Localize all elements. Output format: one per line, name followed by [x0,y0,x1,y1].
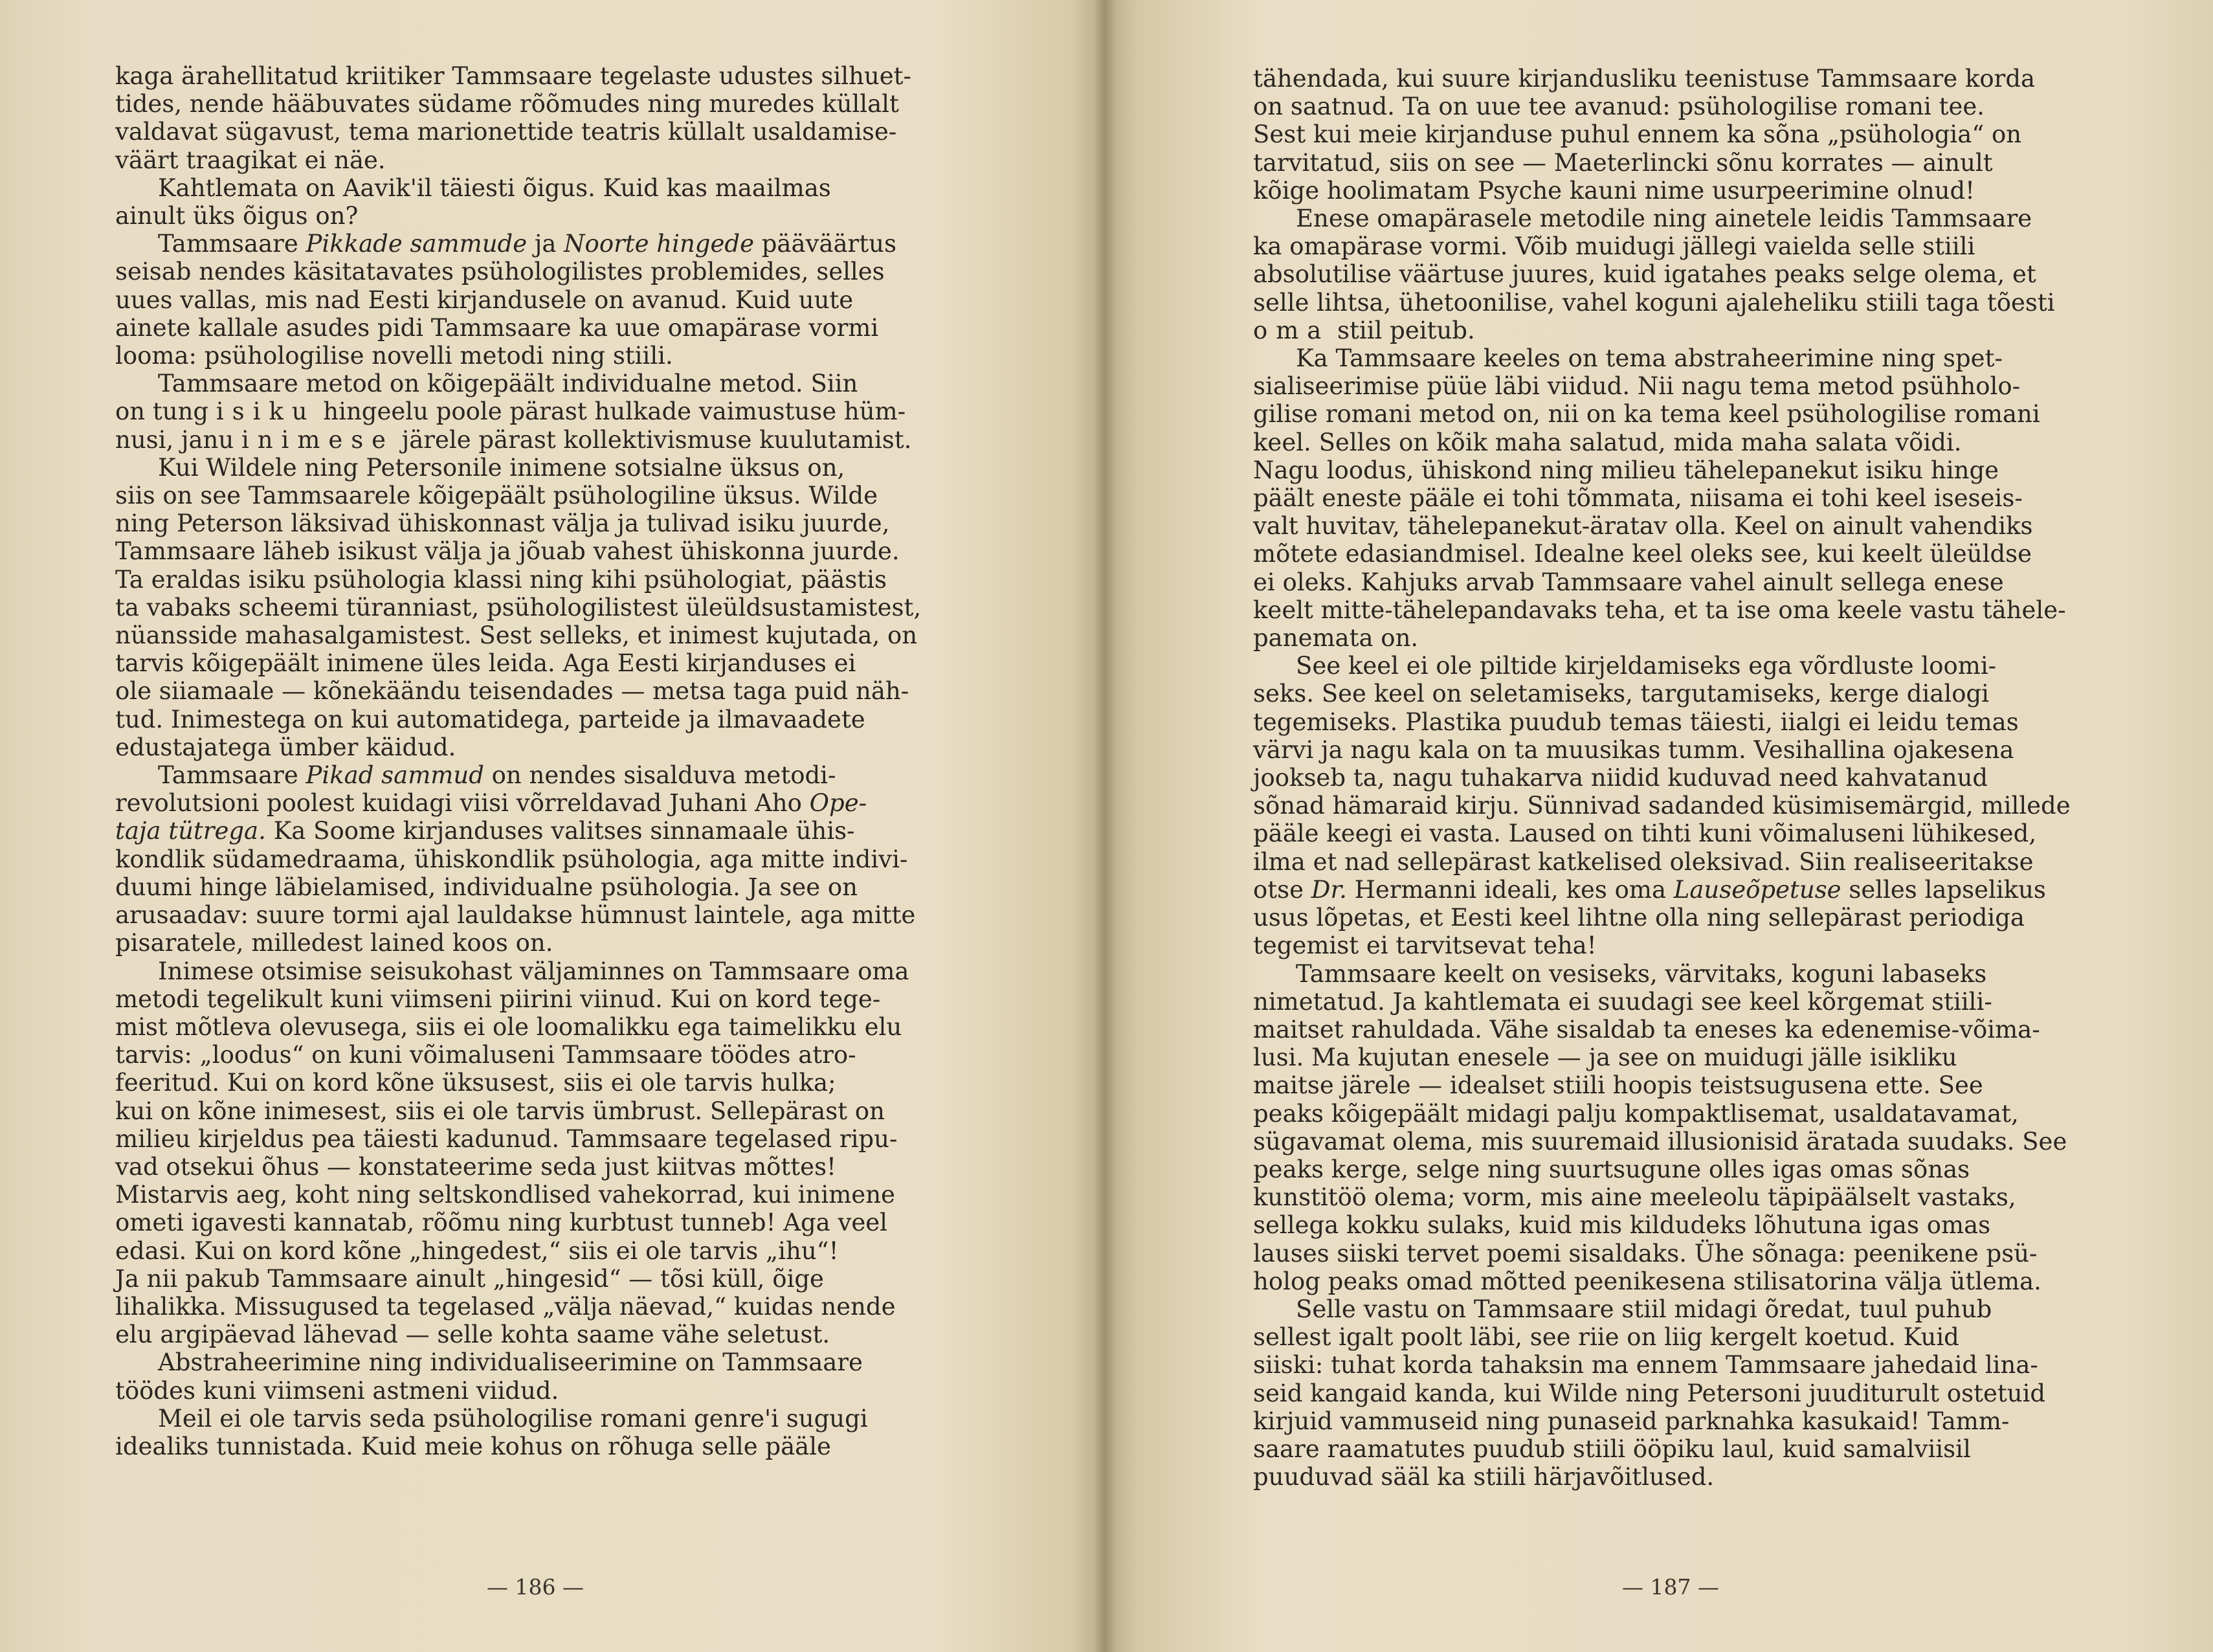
line: keel. Selles on kõik maha salatud, mida maha salata võidi. [1253,428,1962,456]
page-number: — 187 — [1622,1574,1719,1600]
line: Inimese otsimise seisukohast väljaminnes on Tammsaare oma [158,957,909,985]
inline-text: pääväärtus [761,230,896,258]
right-page-text [1253,65,2098,1491]
inline-text: stiil peitub. [1337,316,1475,344]
line: väärt traagikat ei näe. [115,146,386,174]
line: kui on kõne inimesest, siis ei ole tarvis ümbrust. Sellepärast on [115,1097,885,1125]
line: mõtete edasiandmisel. Idealne keel oleks see, kui keelt üleüldse [1253,540,2032,568]
spaced-word: isiku [216,397,316,426]
book-gutter [1094,0,1116,1652]
line: selle lihtsa, ühetoonilise, vahel koguni ajaleheliku stiili taga tõesti [1253,288,2055,317]
line: keelt mitte-tähelepandavaks teha, et ta ise oma keele vastu tähele- [1253,596,2066,624]
inline-text: on nendes sisalduva metodi- [491,761,836,790]
line: edustajatega ümber käidud. [115,733,456,761]
line: lihalikka. Missugused ta tegelased „välja näevad,“ kuidas nende [115,1292,896,1321]
inline-text: Tammsaare [158,761,298,790]
line: päält eneste pääle ei tohi tõmmata, niisama ei tohi keel iseseis- [1253,484,2023,513]
line [115,789,964,817]
line: sellega kokku sulaks, kuid mis kildudeks lõhutuna igas omas [1253,1211,1991,1240]
italic-title: Dr. [1311,875,1347,904]
line: ning Peterson läksivad ühiskonnast välja ja tulivad isiku juurde, [115,509,890,538]
line: ainult üks õigus on? [115,202,359,230]
line [115,426,964,454]
italic-title: taja tütrega. [115,817,266,845]
line: gilise romani metod on, nii on ka tema keel psühologilise romani [1253,400,2040,429]
italic-title: Pikkade sammude [306,230,528,258]
line: Tammsaare läheb isikust välja ja jõuab vahest ühiskonna juurde. [115,537,900,566]
line: tides, nende hääbuvates südame rõõmudes ning muredes küllalt [115,90,899,118]
line [115,761,964,789]
line: tarvis: „loodus“ on kuni võimaluseni Tammsaare töödes atro- [115,1041,856,1069]
line: Kui Wildele ning Petersonile inimene sotsialne üksus on, [158,453,845,482]
line: maitse järele — idealset stiili hoopis teistsugusena ette. See [1253,1071,1983,1100]
inline-text: nusi, janu [115,425,234,454]
line [115,230,964,258]
inline-text: Hermanni ideali, kes oma [1354,875,1667,904]
line: maitset rahuldada. Vähe sisaldab ta eneses ka edenemise-võima- [1253,1015,2040,1044]
line: Ta eraldas isiku psühologia klassi ning kihi psühologiat, päästis [115,565,887,594]
line: ka omapärase vormi. Võib muidugi jällegi vaielda selle stiili [1253,232,1975,261]
line: milieu kirjeldus pea täiesti kadunud. Tammsaare tegelased ripu- [115,1124,898,1153]
line: Nagu loodus, ühiskond ning milieu tähelepanekut isiku hinge [1253,456,1999,484]
line: ainete kallale asudes pidi Tammsaare ka uue omapärase vormi [115,313,879,342]
inline-text: ja [534,230,557,258]
inline-text: Tammsaare [158,230,298,258]
line: Kahtlemata on Aavik'il täiesti õigus. Kuid kas maailmas [158,173,831,202]
line: töödes kuni viimseni astmeni viidud. [115,1376,559,1405]
line: seid kangaid kanda, kui Wilde ning Petersoni juuditurult ostetuid [1253,1379,2046,1407]
inline-text: on tung [115,397,209,426]
left-page-text [115,62,964,1460]
line: tegemist ei tarvitsevat teha! [1253,932,1597,960]
line: pisaratele, milledest lained koos on. [115,929,553,957]
line: seks. See keel on seletamiseks, targutamiseks, kerge dialogi [1253,680,1990,708]
line: tarvitatud, siis on see — Maeterlincki sõnu korrates — ainult [1253,148,1993,177]
line: pääle keegi ei vasta. Laused on tihti kuni võimaluseni lühikesed, [1253,820,2037,848]
inline-text: Ka Soome kirjanduses valitses sinnamaale ühis- [273,817,855,845]
line: valdavat sügavust, tema marionettide teatris küllalt usaldamise- [115,118,897,146]
line: kaga ärahellitatud kriitiker Tammsaare tegelaste udustes silhuet- [115,62,911,90]
inline-text: hingeelu poole pärast hulkade vaimustuse hüm- [323,397,906,426]
line: holog peaks omad mõtted peenikesena stilisatorina välja ütlema. [1253,1267,2041,1295]
left-page [0,0,1104,1652]
line: kunstitöö olema; vorm, mis aine meeleolu täpipäälselt vastaks, [1253,1183,2016,1212]
line: saare raamatutes puudub stiili ööpiku laul, kuid samalviisil [1253,1434,1971,1463]
line: peaks kerge, selge ning suurtsugune olles igas omas sõnas [1253,1155,1970,1183]
line: puuduvad sääl ka stiili härjavõitlused. [1253,1463,1715,1491]
line: jookseb ta, nagu tuhakarva niidid kuduvad need kahvatanud [1253,764,1988,792]
italic-title: Noorte hingede [564,230,754,258]
line: Ja nii pakub Tammsaare ainult „hingesid“ — tõsi küll, õige [115,1264,824,1293]
inline-text: revolutsioni poolest kuidagi viisi võrreldavad Juhani Aho [115,789,802,818]
line: Mistarvis aeg, koht ning seltskondlised vahekorrad, kui inimene [115,1181,895,1209]
line: lauses siiski tervet poemi sisaldaks. Ühe sõnaga: peenikene psü- [1253,1239,2038,1267]
line: ei oleks. Kahjuks arvab Tammsaare vahel ainult sellega enese [1253,568,2004,596]
line: valt huvitav, tähelepanekut-äratav olla. Keel on ainult vahendiks [1253,512,2033,541]
line: tegemiseks. Plastika puudub temas täiesti, iialgi ei leidu temas [1253,708,2019,736]
line: duumi hinge läbielamised, individualne psühologia. Ja see on [115,873,858,901]
right-page [1104,0,2213,1652]
line: sügavamat olema, mis suuremaid illusionisid äratada suudaks. See [1253,1127,2067,1155]
line: absolutilise väärtuse juures, kuid igatahes peaks selge olema, et [1253,260,2036,289]
line: vad otsekui õhus — konstateerime seda just kiitvas mõttes! [115,1152,836,1181]
line: tarvis kõigepäält inimene üles leida. Aga Eesti kirjanduses ei [115,649,856,678]
line: feeritud. Kui on kord kõne üksusest, siis ei ole tarvis hulka; [115,1069,836,1097]
page-number: — 186 — [487,1574,584,1600]
line: usus lõpetas, et Eesti keel lihtne olla ning sellepärast periodiga [1253,904,2025,932]
line: kondlik südamedraama, ühiskondlik psühologia, aga mitte indivi- [115,845,908,873]
line: sellest igalt poolt läbi, see riie on liig kergelt koetud. Kuid [1253,1323,1959,1352]
line: looma: psühologilise novelli metodi ning stiili. [115,342,673,370]
inline-text: selles lapselikus [1849,875,2046,904]
line: tähendada, kui suure kirjandusliku teenistuse Tammsaare korda [1253,65,2036,93]
line: siiski: tuhat korda tahaksin ma ennem Tammsaare jahedaid lina- [1253,1351,2038,1379]
line [1253,876,2098,904]
italic-title: Pikad sammud [306,761,484,790]
line: Ka Tammsaare keeles on tema abstraheerimine ning spet- [1296,344,2003,373]
line: nimetatud. Ja kahtlemata ei suudagi see keel kõrgemat stiili- [1253,987,1992,1016]
line: nüansside mahasalgamistest. Sest selleks, et inimest kujutada, on [115,621,918,650]
line: sõnad hämaraid kirju. Sünnivad sadanded küsimisemärgid, millede [1253,792,2071,820]
line: sialiseerimise püüe läbi viidud. Nii nagu tema metod psühholo- [1253,372,2021,401]
line: kirjuid vammuseid ning punaseid parknahka kasukaid! Tamm- [1253,1407,2010,1435]
line: lusi. Ma kujutan enesele — ja see on muidugi jälle isikliku [1253,1044,1957,1072]
line: metodi tegelikult kuni viimseni piirini viinud. Kui on kord tege- [115,985,881,1013]
line: ometi igavesti kannatab, rõõmu ning kurbtust tunneb! Aga veel [115,1209,887,1237]
line: elu argipäevad lähevad — selle kohta saame vähe seletust. [115,1321,830,1349]
line: arusaadav: suure tormi ajal lauldakse hümnust laintele, aga mitte [115,901,916,930]
line [115,817,964,845]
line: uues vallas, mis nad Eesti kirjandusele on avanud. Kuid uute [115,285,854,314]
line [115,397,964,425]
line: Tammsaare keelt on vesiseks, värvitaks, koguni labaseks [1296,959,1987,988]
inline-text: otse [1253,875,1304,904]
line: värvi ja nagu kala on ta muusikas tumm. Vesihallina ojakesena [1253,735,2014,764]
line: Selle vastu on Tammsaare stiil midagi õredat, tuul puhub [1296,1295,1992,1323]
line: Meil ei ole tarvis seda psühologilise romani genre'i sugugi [158,1404,868,1433]
line: siis on see Tammsaarele kõigepäält psühologiline üksus. Wilde [115,482,878,510]
line: Sest kui meie kirjanduse puhul ennem ka sõna „psühologia“ on [1253,120,2022,149]
spaced-word: inimese [241,425,394,454]
inline-text: järele pärast kollektivismuse kuulutamist. [401,425,912,454]
line: Tammsaare metod on kõigepäält individualne metod. Siin [158,370,858,398]
line: tud. Inimestega on kui automatidega, parteide ja ilmavaadete [115,705,865,733]
spaced-word: oma [1253,316,1330,344]
line: idealiks tunnistada. Kuid meie kohus on rõhuga selle pääle [115,1432,831,1460]
line: peaks kõigepäält midagi palju kompaktlisemat, usaldatavamat, [1253,1099,2019,1128]
line: kõige hoolimatam Psyche kauni nime usurpeerimine olnud! [1253,176,1975,205]
line: ilma et nad sellepärast katkelised oleksivad. Siin realiseeritakse [1253,847,2034,876]
line: See keel ei ole piltide kirjeldamiseks ega võrdluste loomi- [1296,652,1997,680]
line: ole siiamaale — kõnekäändu teisendades — metsa taga puid näh- [115,677,909,706]
line: ta vabaks scheemi türanniast, psühologilistest üleüldsustamistest, [115,593,922,621]
line [1253,317,2098,344]
italic-title: Lauseõpetuse [1673,875,1841,904]
line: Abstraheerimine ning individualiseerimine on Tammsaare [158,1348,863,1377]
line: edasi. Kui on kord kõne „hingedest,“ siis ei ole tarvis „ihu“! [115,1236,839,1265]
line: on saatnud. Ta on uue tee avanud: psühologilise romani tee. [1253,93,1985,121]
line: panemata on. [1253,624,1419,653]
line: mist mõtleva olevusega, siis ei ole loomalikku ega taimelikku elu [115,1012,902,1041]
line: Enese omapärasele metodile ning ainetele leidis Tammsaare [1296,205,2032,233]
line: seisab nendes käsitatavates psühologilistes problemides, selles [115,258,885,286]
italic-title: Ope- [809,789,867,818]
